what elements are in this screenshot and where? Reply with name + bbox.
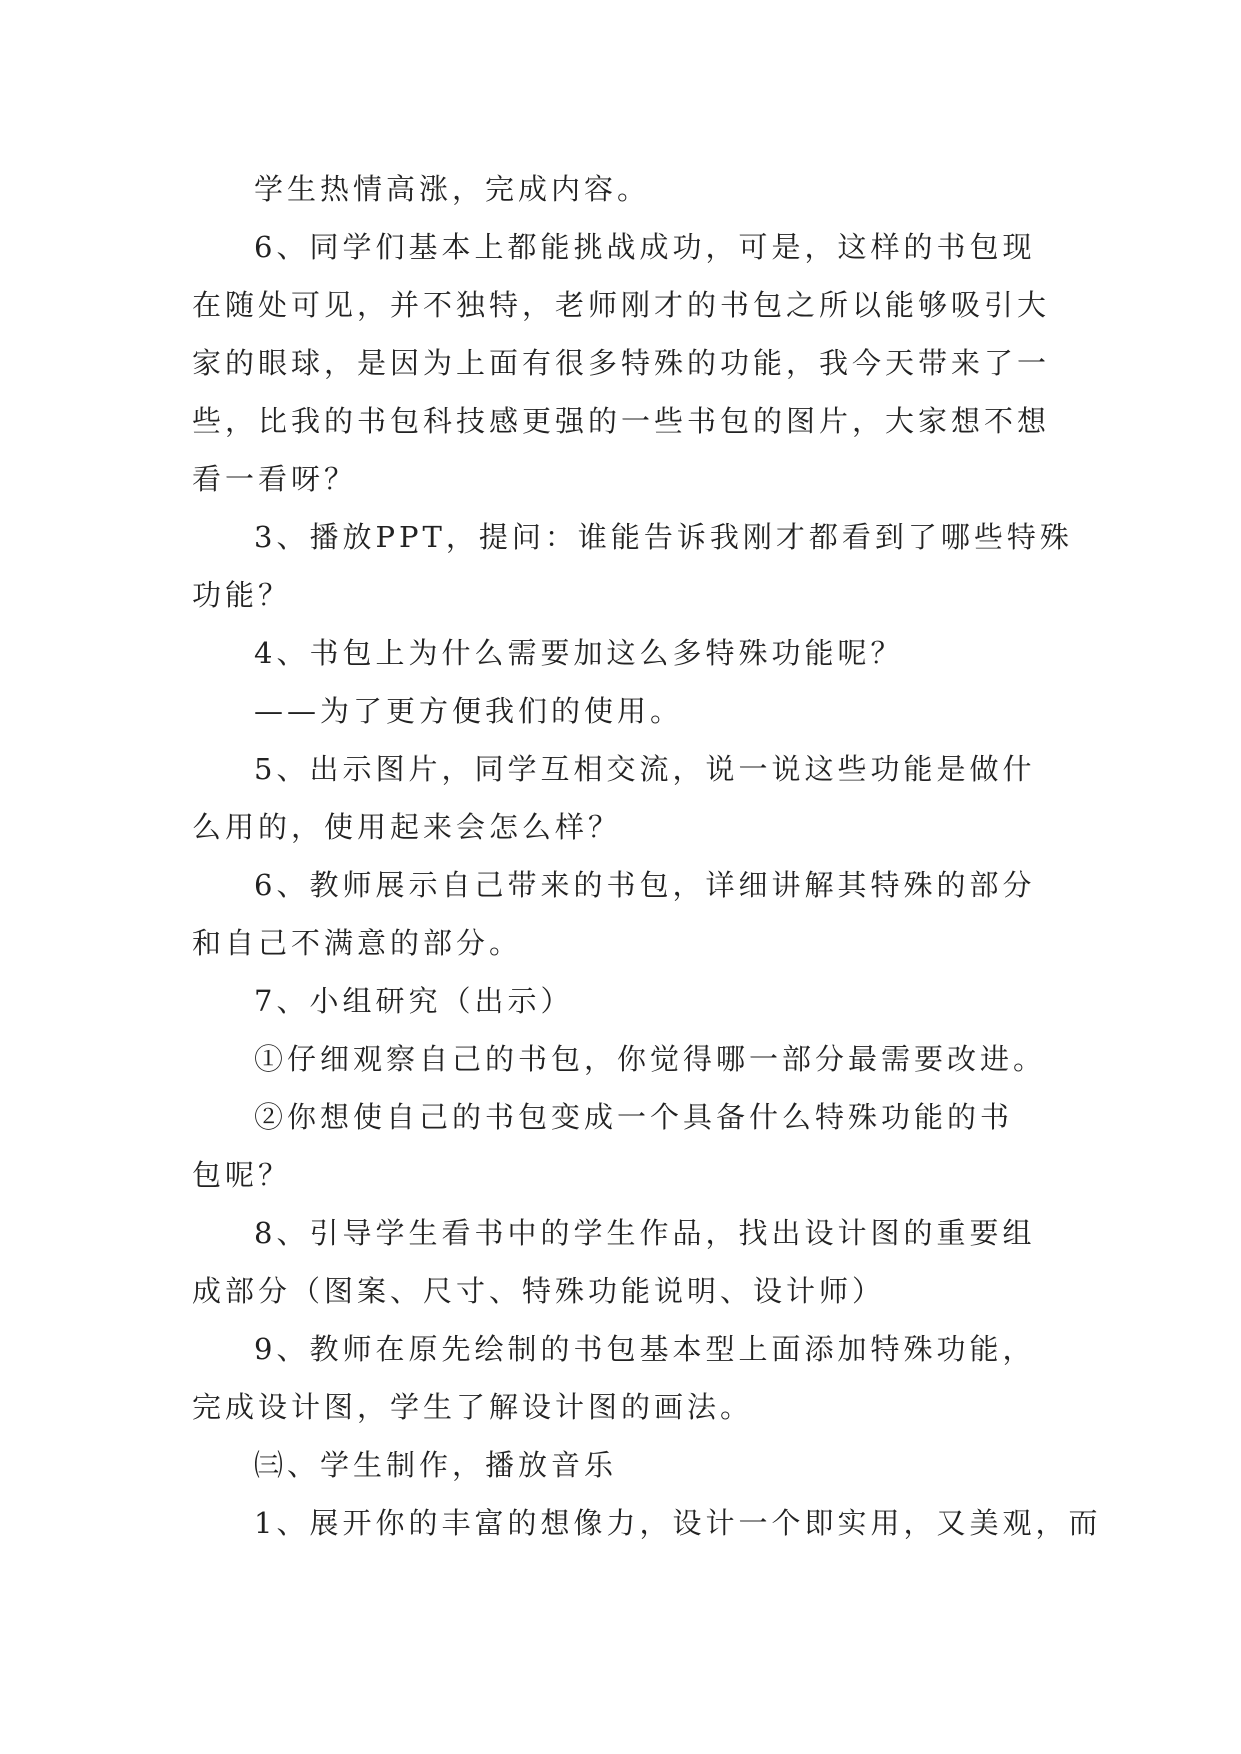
paragraph-line: 看一看呀？ xyxy=(192,462,358,496)
paragraph-line: 6、教师展示自己带来的书包，详细讲解其特殊的部分 xyxy=(254,868,1036,902)
document-body xyxy=(192,160,1102,1552)
paragraph-line: 么用的，使用起来会怎么样？ xyxy=(192,810,622,844)
paragraph-line: 1、展开你的丰富的想像力，设计一个即实用，又美观，而 xyxy=(254,1506,1102,1540)
paragraph-line: 7、小组研究（出示） xyxy=(254,984,574,1018)
paragraph-line: 在随处可见，并不独特，老师刚才的书包之所以能够吸引大 xyxy=(192,288,1051,322)
paragraph-line: 5、出示图片，同学互相交流，说一说这些功能是做什 xyxy=(254,752,1036,786)
paragraph-line: 学生热情高涨，完成内容。 xyxy=(254,172,651,206)
paragraph-line: 功能？ xyxy=(192,578,292,612)
paragraph-line: ——为了更方便我们的使用。 xyxy=(254,694,684,728)
paragraph-line: 4、书包上为什么需要加这么多特殊功能呢？ xyxy=(254,636,904,670)
paragraph-line: 8、引导学生看书中的学生作品，找出设计图的重要组 xyxy=(254,1216,1036,1250)
paragraph-line: 9、教师在原先绘制的书包基本型上面添加特殊功能， xyxy=(254,1332,1036,1366)
paragraph-line: 家的眼球，是因为上面有很多特殊的功能，我今天带来了一 xyxy=(192,346,1051,380)
paragraph-line: 包呢？ xyxy=(192,1158,292,1192)
paragraph-line: ②你想使自己的书包变成一个具备什么特殊功能的书 xyxy=(254,1100,1014,1134)
paragraph-line: 完成设计图，学生了解设计图的画法。 xyxy=(192,1390,754,1424)
paragraph-line: 和自己不满意的部分。 xyxy=(192,926,523,960)
paragraph-line: 成部分（图案、尺寸、特殊功能说明、设计师） xyxy=(192,1274,886,1308)
paragraph-line: ㈢、学生制作，播放音乐 xyxy=(254,1448,618,1482)
paragraph-line: 些，比我的书包科技感更强的一些书包的图片，大家想不想 xyxy=(192,404,1051,438)
paragraph-line: 3、播放PPT，提问：谁能告诉我刚才都看到了哪些特殊 xyxy=(254,520,1073,554)
paragraph-line: 6、同学们基本上都能挑战成功，可是，这样的书包现 xyxy=(254,230,1036,264)
paragraph-line: ①仔细观察自己的书包，你觉得哪一部分最需要改进。 xyxy=(254,1042,1047,1076)
